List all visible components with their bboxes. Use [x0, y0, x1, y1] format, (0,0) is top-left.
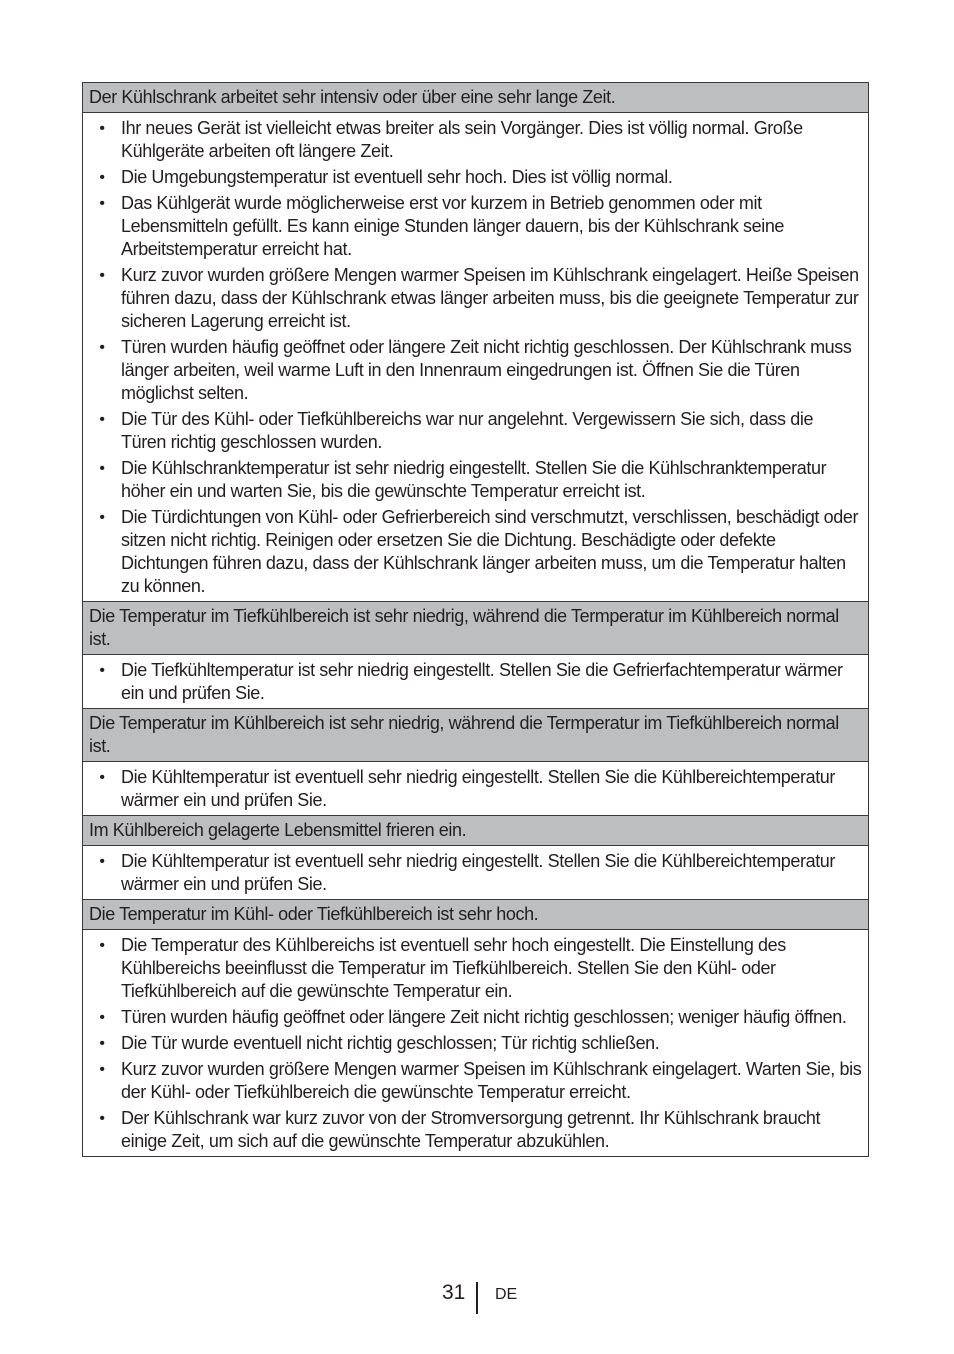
item-text: Die Umgebungstemperatur ist eventuell sehr hoch. Dies ist völlig normal. — [121, 167, 673, 187]
list-item — [83, 1107, 862, 1153]
list-item — [83, 192, 862, 261]
item-text: Ihr neues Gerät ist vielleicht etwas breiter als sein Vorgänger. Dies ist völlig normal. Große Kühlgeräte arbeiten oft längere Zeit. — [121, 118, 803, 161]
bullet-icon: • — [99, 1110, 105, 1127]
bullet-icon: • — [99, 769, 105, 786]
bullet-icon: • — [99, 937, 105, 954]
list-item — [83, 457, 862, 503]
bullet-icon: • — [99, 853, 105, 870]
bullet-icon: • — [99, 195, 105, 212]
section-header: Die Temperatur im Kühlbereich ist sehr niedrig, während die Termperatur im Tiefkühlbereich normal ist. — [83, 709, 868, 762]
bullet-icon: • — [99, 411, 105, 428]
item-text: Türen wurden häufig geöffnet oder längere Zeit nicht richtig geschlossen; weniger häufig öffnen. — [121, 1007, 847, 1027]
section-header: Im Kühlbereich gelagerte Lebensmittel frieren ein. — [83, 816, 868, 846]
bullet-icon: • — [99, 1061, 105, 1078]
item-text: Die Türdichtungen von Kühl- oder Gefrierbereich sind verschmutzt, verschlissen, beschädigt oder sitzen nicht richtig. Reinigen oder ersetzen Sie die Dichtung. Beschädigte oder defekte Dichtungen führen dazu, dass der Kühlschrank länger arbeiten muss, um die Temperatur halten zu können. — [121, 507, 859, 596]
list-item — [83, 264, 862, 333]
list-item — [83, 506, 862, 598]
item-text: Die Tür wurde eventuell nicht richtig geschlossen; Tür richtig schließen. — [121, 1033, 660, 1053]
item-text: Türen wurden häufig geöffnet oder längere Zeit nicht richtig geschlossen. Der Kühlschrank muss länger arbeiten, weil warme Luft in den Innenraum eingedrungen ist. Öffnen Sie die Türen möglichst selten. — [121, 337, 852, 403]
list-item — [83, 659, 862, 705]
bullet-icon: • — [99, 267, 105, 284]
footer-divider — [476, 1282, 478, 1314]
bullet-icon: • — [99, 509, 105, 526]
troubleshooting-table — [82, 82, 869, 1157]
list-item — [83, 850, 862, 896]
bullet-icon: • — [99, 339, 105, 356]
item-text: Die Kühltemperatur ist eventuell sehr niedrig eingestellt. Stellen Sie die Kühlbereichtemperatur wärmer ein und prüfen Sie. — [121, 767, 836, 810]
list-item — [83, 166, 862, 189]
bullet-icon: • — [99, 1035, 105, 1052]
page-number: 31 — [442, 1281, 466, 1304]
page-footer — [0, 1280, 954, 1314]
bullet-icon: • — [99, 1009, 105, 1026]
section-body — [83, 113, 868, 602]
item-text: Die Temperatur des Kühlbereichs ist eventuell sehr hoch eingestellt. Die Einstellung des Kühlbereichs beeinflusst die Temperatur im Tiefkühlbereich. Stellen Sie den Kühl- oder Tiefkühlbereich auf die gewünschte Temperatur ein. — [121, 935, 786, 1001]
item-text: Die Kühltemperatur ist eventuell sehr niedrig eingestellt. Stellen Sie die Kühlbereichtemperatur wärmer ein und prüfen Sie. — [121, 851, 836, 894]
section-body — [83, 762, 868, 816]
item-text: Der Kühlschrank war kurz zuvor von der Stromversorgung getrennt. Ihr Kühlschrank braucht einige Zeit, um sich auf die gewünschte Temperatur abzukühlen. — [121, 1108, 821, 1151]
bullet-icon: • — [99, 169, 105, 186]
list-item — [83, 1032, 862, 1055]
item-text: Die Tiefkühltemperatur ist sehr niedrig eingestellt. Stellen Sie die Gefrierfachtemperatur wärmer ein und prüfen Sie. — [121, 660, 843, 703]
section-header: Die Temperatur im Tiefkühlbereich ist sehr niedrig, während die Termperatur im Kühlbereich normal ist. — [83, 602, 868, 655]
list-item — [83, 766, 862, 812]
bullet-icon: • — [99, 120, 105, 137]
bullet-icon: • — [99, 662, 105, 679]
list-item — [83, 934, 862, 1003]
item-text: Das Kühlgerät wurde möglicherweise erst vor kurzem in Betrieb genommen oder mit Lebensmitteln gefüllt. Es kann einige Stunden länger dauern, bis der Kühlschrank seine Arbeitstemperatur erreicht hat. — [121, 193, 785, 259]
language-code: DE — [495, 1286, 518, 1303]
list-item — [83, 1058, 862, 1104]
item-text: Die Kühlschranktemperatur ist sehr niedrig eingestellt. Stellen Sie die Kühlschranktemperatur höher ein und warten Sie, bis die gewünschte Temperatur erreicht ist. — [121, 458, 827, 501]
list-item — [83, 408, 862, 454]
bullet-icon: • — [99, 460, 105, 477]
section-header: Der Kühlschrank arbeitet sehr intensiv oder über eine sehr lange Zeit. — [83, 83, 868, 113]
section-header: Die Temperatur im Kühl- oder Tiefkühlbereich ist sehr hoch. — [83, 900, 868, 930]
section-body — [83, 930, 868, 1157]
item-text: Kurz zuvor wurden größere Mengen warmer Speisen im Kühlschrank eingelagert. Heiße Speisen führen dazu, dass der Kühlschrank etwas länger arbeiten muss, bis die geeignete Temperatur zur sicheren Lagerung erreicht ist. — [121, 265, 859, 331]
section-body — [83, 846, 868, 900]
list-item — [83, 336, 862, 405]
list-item — [83, 1006, 862, 1029]
section-body — [83, 655, 868, 709]
item-text: Kurz zuvor wurden größere Mengen warmer Speisen im Kühlschrank eingelagert. Warten Sie, bis der Kühl- oder Tiefkühlbereich die gewünschte Temperatur erreicht. — [121, 1059, 862, 1102]
list-item — [83, 117, 862, 163]
item-text: Die Tür des Kühl- oder Tiefkühlbereichs war nur angelehnt. Vergewissern Sie sich, dass die Türen richtig geschlossen wurden. — [121, 409, 814, 452]
